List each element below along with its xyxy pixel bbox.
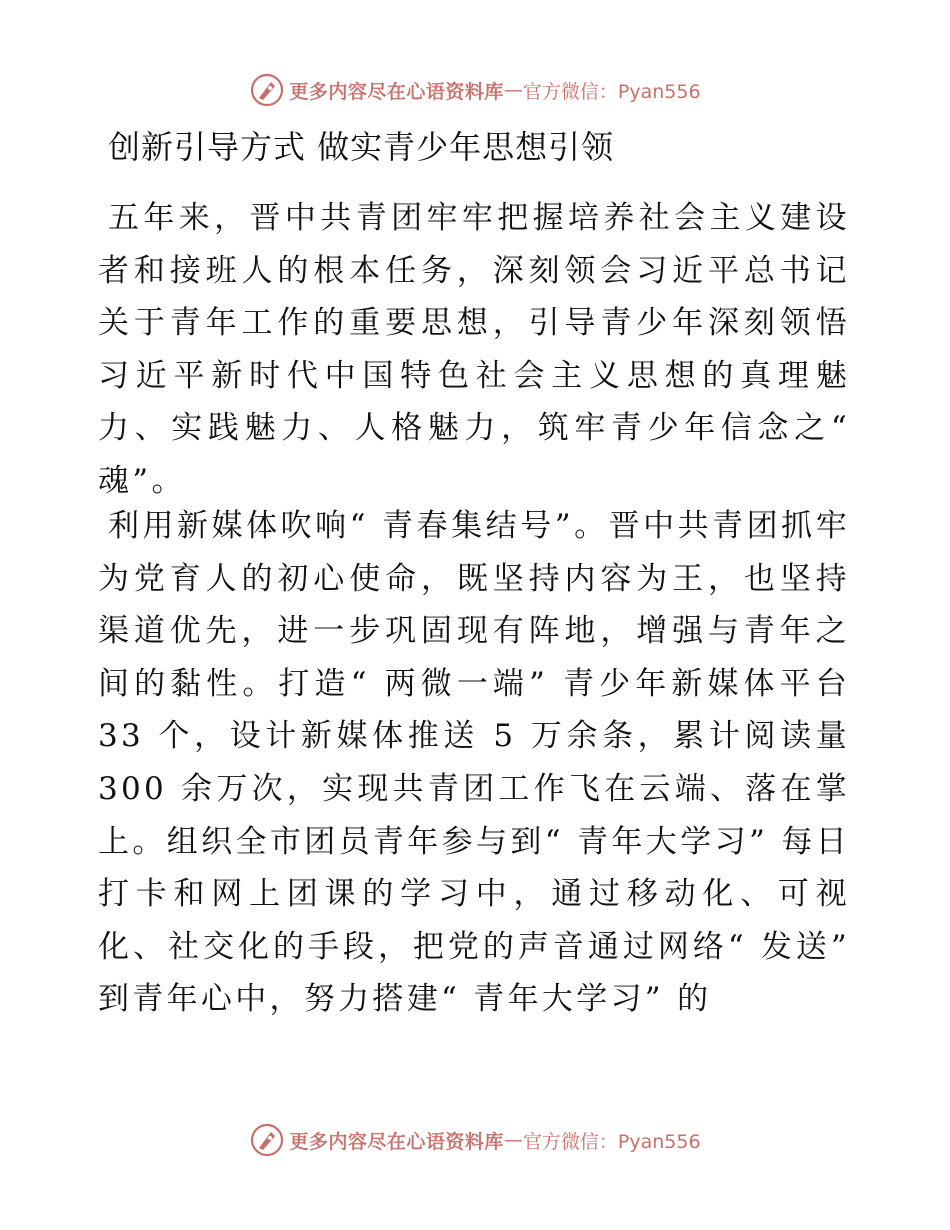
pen-nib-logo-icon <box>249 72 285 108</box>
watermark-slogan: 更多内容尽在心语资料库 <box>289 1130 504 1153</box>
paragraph-1-container <box>98 192 850 508</box>
watermark-separator: — <box>503 79 523 101</box>
paragraph-1: 五年来，晋中共青团牢牢把握培养社会主义建设者和接班人的根本任务，深刻领会习近平总书记关于青年工作的重要思想，引导青少年深刻领悟习近平新时代中国特色社会主义思想的真理魅力、实践魅力、人格魅力，筑牢青少年信念之“ 魂”。 <box>98 200 850 499</box>
watermark-separator: — <box>503 1129 523 1151</box>
document-title: 创新引导方式 做实青少年思想引领 <box>108 128 615 166</box>
watermark-wechat: 官方微信：Pyan556 <box>522 80 701 103</box>
watermark-slogan: 更多内容尽在心语资料库 <box>289 80 504 103</box>
footer-watermark-banner <box>0 1120 950 1160</box>
paragraph-2-container <box>98 500 850 1026</box>
watermark-wechat: 官方微信：Pyan556 <box>522 1130 701 1153</box>
header-watermark-banner <box>0 70 950 110</box>
pen-nib-logo-icon <box>249 1122 285 1158</box>
paragraph-2: 利用新媒体吹响“ 青春集结号”。晋中共青团抓牢为党育人的初心使命，既坚持内容为王，也坚持渠道优先，进一步巩固现有阵地，增强与青年之间的黏性。打造“ 两微一端” 青少年新媒体平台 33 个，设计新媒体推送 5 万余条，累计阅读量 300 余万次，实现共青团工作飞在云端、落在掌上。组织全市团员青年参与到“ 青年大学习” 每日打卡和网上团课的学习中，通过移动化、可视化、社交化的手段，把党的声音通过网络“ 发送” 到青年心中，努力搭建“ 青年大学习” 的 <box>98 508 850 1018</box>
